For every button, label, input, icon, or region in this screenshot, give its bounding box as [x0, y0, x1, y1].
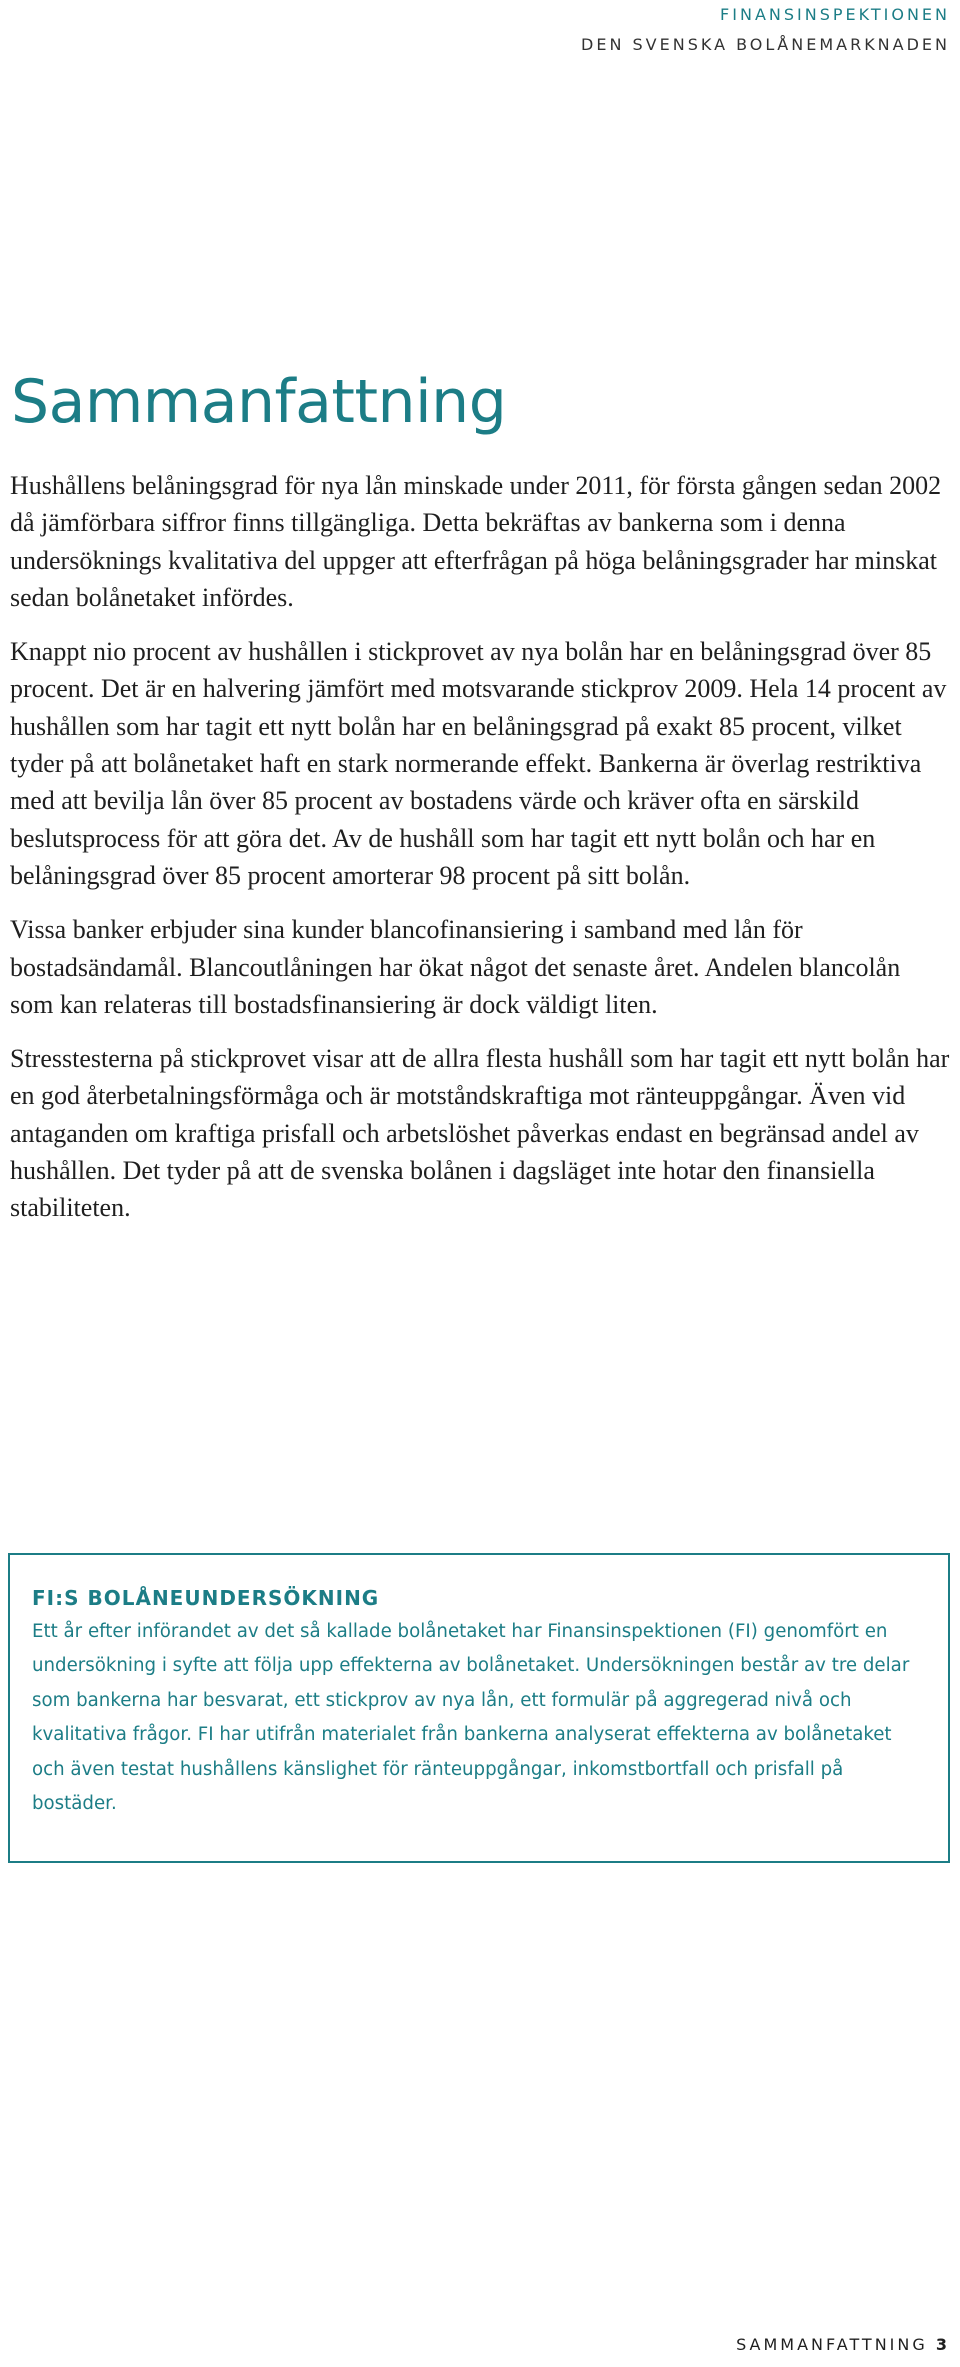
fact-box-text: Ett år efter införandet av det så kallade bolånetaket har Finansinspektionen (FI) genomfört en undersökning i syfte att följa upp effekterna av bolånetaket. Undersökningen består av tre delar som bankerna har besvarat, ett stickprov av nya lån, ett formulär på aggregerad nivå och kvalitativa frågor. FI har utifrån materialet från bankerna analyserat effekterna av bolånetaket och även testat hushållens känslighet för ränteuppgångar, inkomstbortfall och prisfall på bostäder.: [32, 1621, 910, 1815]
footer-section: SAMMANFATTNING: [736, 2335, 928, 2354]
fact-box: [8, 1553, 950, 1863]
page-title: Sammanfattning: [11, 367, 507, 437]
body-text: [10, 467, 950, 1244]
page-number: 3: [935, 2335, 950, 2354]
header-publication: DEN SVENSKA BOLÅNEMARKNADEN: [581, 35, 950, 54]
paragraph-4: Stresstesterna på stickprovet visar att de allra flesta hushåll som har tagit ett nytt bolån har en god återbetalningsförmåga och är motståndskraftiga mot ränteuppgångar. Även vid antaganden om kraftiga prisfall och arbetslöshet påverkas endast en begränsad andel av hushållen. Det tyder på att de svenska bolånen i dagsläget inte hotar den finansiella stabiliteten.: [10, 1044, 950, 1223]
page-footer: [736, 2330, 950, 2360]
paragraph-2: Knappt nio procent av hushållen i stickprovet av nya bolån har en belåningsgrad över 85 procent. Det är en halvering jämfört med motsvarande stickprov 2009. Hela 14 procent av hushållen som har tagit ett nytt bolån har en belåningsgrad på exakt 85 procent, vilket tyder på att bolånetaket haft en stark normerande effekt. Bankerna är överlag restriktiva med att bevilja lån över 85 procent av bostadens värde och kräver ofta en särskild beslutsprocess för att göra det. Av de hushåll som har tagit ett nytt bolån och har en belåningsgrad över 85 procent amorterar 98 procent på sitt bolån.: [10, 637, 947, 890]
running-header: [581, 0, 950, 60]
header-organization: FINANSINSPEKTIONEN: [720, 5, 950, 24]
fact-box-title: FI:S BOLÅNEUNDERSÖKNING: [32, 1586, 380, 1610]
paragraph-1: Hushållens belåningsgrad för nya lån minskade under 2011, för första gången sedan 2002 då jämförbara siffror finns tillgängliga. Detta bekräftas av bankerna som i denna undersöknings kvalitativa del uppger att efterfrågan på höga belåningsgrader har minskat sedan bolånetaket infördes.: [10, 471, 942, 612]
paragraph-3: Vissa banker erbjuder sina kunder blancofinansiering i samband med lån för bostadsändamål. Blancoutlåningen har ökat något det senaste året. Andelen blancolån som kan relateras till bostadsfinansiering är dock väldigt liten.: [10, 915, 901, 1019]
